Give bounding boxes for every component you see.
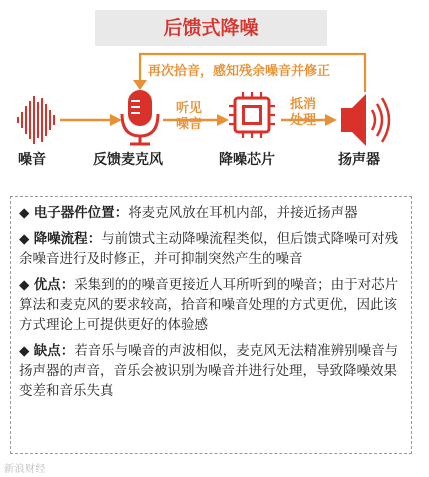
noise-wave-icon <box>17 96 55 144</box>
item-separator: ： <box>60 277 75 293</box>
description-item <box>19 203 405 223</box>
speaker-icon <box>341 94 389 146</box>
item-text: 将麦克风放在耳机内部，并接近扬声器 <box>128 205 358 221</box>
item-separator: ： <box>60 343 75 359</box>
bullet-diamond-icon: ◆ <box>19 343 30 359</box>
description-box <box>10 196 412 454</box>
item-key: 降噪流程 <box>33 231 88 247</box>
arrow1-label-text: 听见 噪音 <box>175 101 202 132</box>
arrow2-label <box>281 97 325 129</box>
item-key: 缺点 <box>33 343 61 359</box>
feedback-loop-label: 再次拾音，感知残余噪音并修正 <box>148 64 331 79</box>
node-label-speaker: 扬声器 <box>338 152 380 168</box>
item-key: 优点 <box>33 277 61 293</box>
microphone-icon <box>122 90 158 144</box>
arrow2-label-text: 抵消 处理 <box>289 97 316 128</box>
item-text: 若音乐与噪音的声波相似，麦克风无法精准辨别噪音与扬声器的声音，音乐会被识别为噪音并进行处理，导致降噪效果变差和音乐失真 <box>19 343 399 399</box>
watermark: 新浪财经 <box>4 464 46 475</box>
description-item <box>19 275 405 335</box>
node-label-noise: 噪音 <box>18 152 46 168</box>
chip-icon <box>229 92 275 138</box>
diagram-title: 后馈式降噪 <box>95 10 327 46</box>
arrow-noise-to-mic <box>60 114 122 126</box>
item-text: 与前馈式主动降噪流程类似，但后馈式降噪可对残余噪音进行及时修正，并可抑制突然产生的噪音 <box>19 231 399 267</box>
bullet-diamond-icon: ◆ <box>19 231 30 247</box>
item-key: 电子器件位置 <box>33 205 115 221</box>
item-separator: ： <box>114 205 129 221</box>
item-text: 采集到的的噪音更接近人耳所听到的噪音；由于对芯片算法和麦克风的要求较高，拾音和噪音处理的方式更优，因此该方式理论上可提供更好的体验感 <box>19 277 399 333</box>
node-label-chip: 降噪芯片 <box>219 152 275 168</box>
arrow1-label <box>167 101 211 133</box>
description-item <box>19 229 405 269</box>
bullet-diamond-icon: ◆ <box>19 205 30 221</box>
node-label-mic: 反馈麦克风 <box>93 152 163 168</box>
description-item <box>19 341 405 401</box>
item-separator: ： <box>87 231 102 247</box>
bullet-diamond-icon: ◆ <box>19 277 30 293</box>
